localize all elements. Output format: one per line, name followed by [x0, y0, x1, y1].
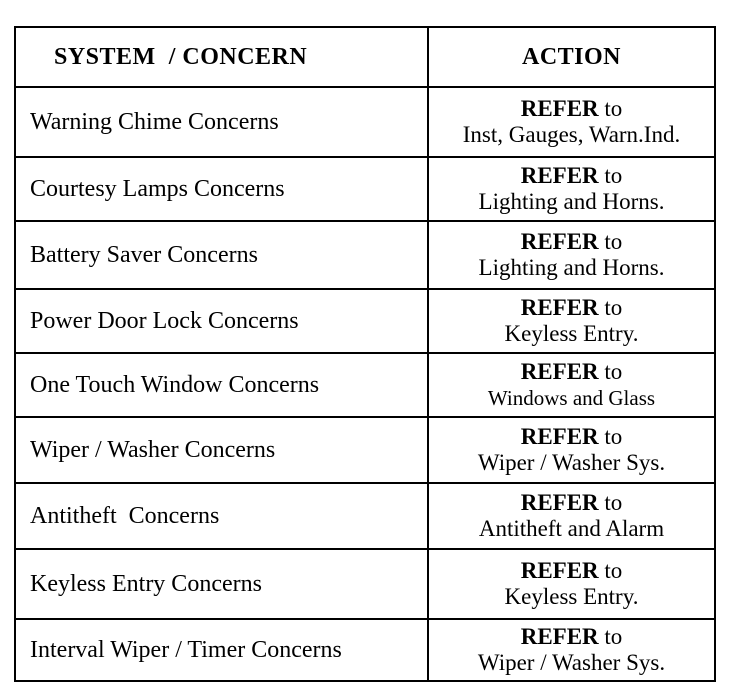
action-cell	[429, 620, 714, 680]
table-row	[16, 418, 714, 484]
refer-target: Wiper / Washer Sys.	[477, 650, 666, 675]
concern-cell: Battery Saver Concerns	[16, 222, 429, 288]
refer-keyword: REFER	[520, 163, 599, 188]
action-cell	[429, 354, 714, 416]
concern-cell: Power Door Lock Concerns	[16, 290, 429, 352]
refer-keyword: REFER	[520, 295, 599, 320]
table-row	[16, 484, 714, 550]
refer-to-text: to	[598, 624, 623, 649]
table-row	[16, 354, 714, 418]
refer-to-text: to	[598, 295, 623, 320]
concern-cell: Warning Chime Concerns	[16, 88, 429, 156]
refer-to-text: to	[598, 558, 623, 583]
action-cell	[429, 88, 714, 156]
refer-target: Windows and Glass	[487, 386, 656, 410]
concern-cell: Antitheft Concerns	[16, 484, 429, 548]
refer-keyword: REFER	[520, 96, 599, 121]
table-row	[16, 158, 714, 222]
refer-to-text: to	[598, 490, 623, 515]
refer-keyword: REFER	[520, 229, 599, 254]
refer-target: Inst, Gauges, Warn.Ind.	[462, 122, 681, 147]
concern-cell: Keyless Entry Concerns	[16, 550, 429, 618]
table-header-row	[16, 28, 714, 88]
table-row	[16, 222, 714, 290]
action-cell	[429, 418, 714, 482]
refer-target: Lighting and Horns.	[478, 255, 665, 280]
table-row	[16, 88, 714, 158]
concern-cell: Courtesy Lamps Concerns	[16, 158, 429, 220]
refer-to-text: to	[598, 359, 623, 384]
refer-to-text: to	[598, 424, 623, 449]
concern-cell: Interval Wiper / Timer Concerns	[16, 620, 429, 680]
concern-cell: Wiper / Washer Concerns	[16, 418, 429, 482]
header-system-concern: SYSTEM / CONCERN	[16, 28, 429, 86]
refer-target: Antitheft and Alarm	[478, 516, 665, 541]
refer-keyword: REFER	[520, 490, 599, 515]
table-row	[16, 550, 714, 620]
refer-target: Wiper / Washer Sys.	[477, 450, 666, 475]
refer-target: Keyless Entry.	[504, 321, 639, 346]
action-cell	[429, 484, 714, 548]
refer-to-text: to	[598, 163, 623, 188]
refer-keyword: REFER	[520, 624, 599, 649]
table-row	[16, 620, 714, 680]
action-cell	[429, 158, 714, 220]
action-cell	[429, 550, 714, 618]
refer-keyword: REFER	[520, 359, 599, 384]
refer-keyword: REFER	[520, 558, 599, 583]
table-row	[16, 290, 714, 354]
concern-cell: One Touch Window Concerns	[16, 354, 429, 416]
action-cell	[429, 290, 714, 352]
header-action: ACTION	[521, 43, 621, 70]
concern-action-table	[14, 26, 716, 682]
refer-target: Keyless Entry.	[504, 584, 639, 609]
refer-target: Lighting and Horns.	[478, 189, 665, 214]
refer-keyword: REFER	[520, 424, 599, 449]
refer-to-text: to	[598, 229, 623, 254]
action-cell	[429, 222, 714, 288]
refer-to-text: to	[598, 96, 623, 121]
